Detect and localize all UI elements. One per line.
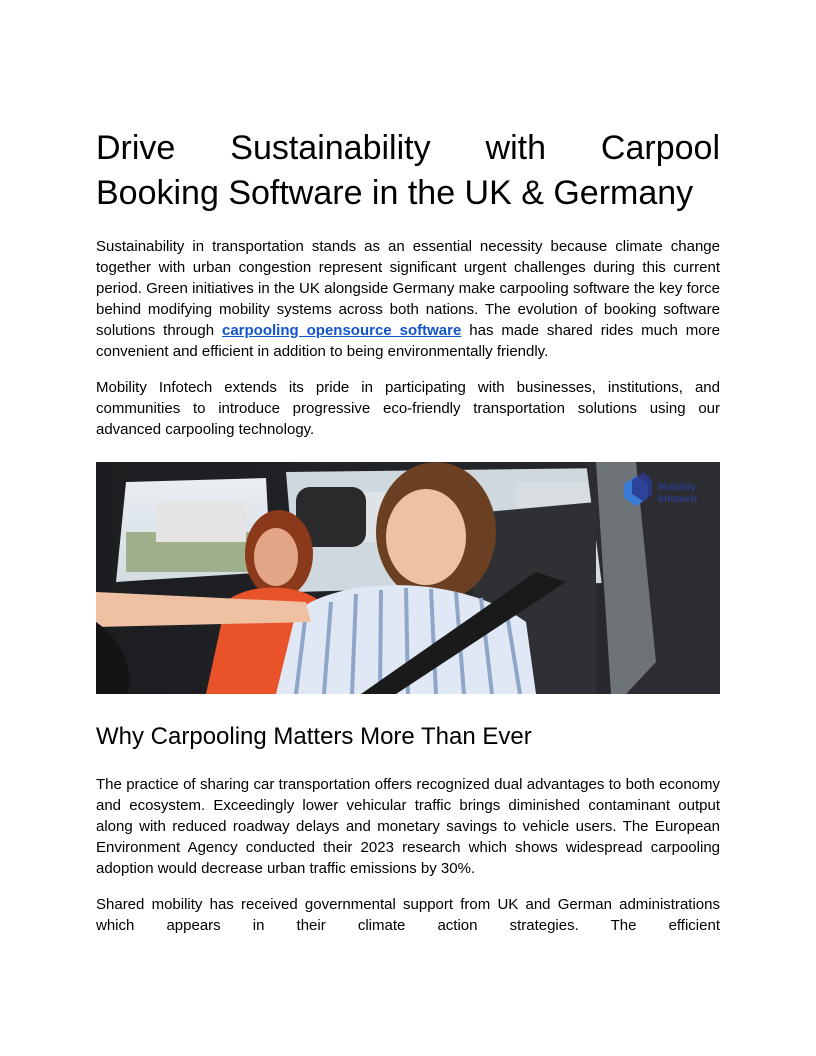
document-page: [96, 126, 720, 936]
intro-paragraph: [96, 236, 720, 362]
intro-text-before-link: Sustainability in transportation stands as an essential necessity because climate change together with urban congestion represent significant urgent challenges during this current period. Green initiatives in the UK alongside Germany make carpooling software the key force behind modifying mobility systems across both nations. The evolution of booking software solutions through: [96, 238, 720, 339]
mobility-paragraph: Mobility Infotech extends its pride in participating with businesses, institutions, and communities to introduce progressive eco-friendly transportation solutions using our advanced carpooling technology.: [96, 379, 720, 438]
government-support-paragraph: Shared mobility has received governmental support from UK and German administrations which appears in their climate action strategies. The efficient: [96, 896, 720, 934]
title-line-2: Booking Software in the UK & Germany: [96, 174, 694, 212]
car-interior-photo: [96, 462, 720, 694]
intro-text-after-link: has made shared rides much more convenient and efficient in addition to being environmentally friendly.: [96, 322, 720, 360]
carpooling-benefits-paragraph: The practice of sharing car transportation offers recognized dual advantages to both economy and ecosystem. Exceedingly lower vehicular traffic brings diminished contaminant output along with reduced roadway delays and monetary savings to vehicle users. The European Environment Agency conducted their 2023 research which shows widespread carpooling adoption would decrease urban traffic emissions by 30%.: [96, 776, 720, 877]
hero-image: [96, 462, 720, 694]
page-title: [96, 126, 720, 216]
section-heading: Why Carpooling Matters More Than Ever: [96, 723, 532, 750]
title-line-1: Drive Sustainability with Carpool: [96, 129, 720, 167]
logo-text-line-2: Infotech: [658, 494, 697, 505]
logo-text-line-1: Mobility: [658, 482, 696, 493]
carpooling-software-link[interactable]: carpooling opensource software: [222, 322, 462, 339]
